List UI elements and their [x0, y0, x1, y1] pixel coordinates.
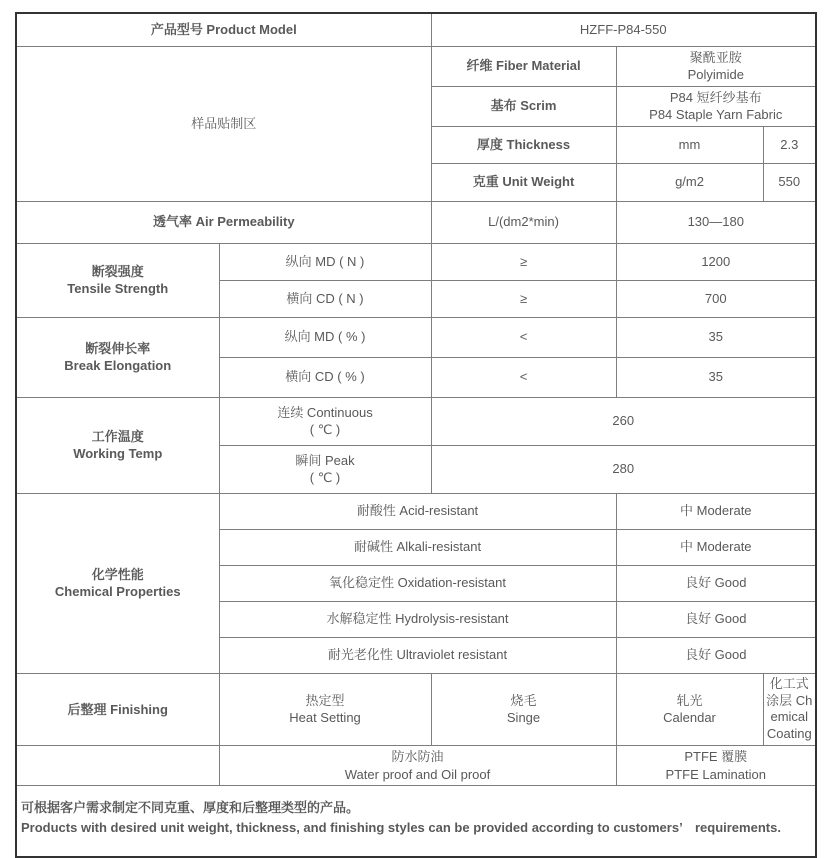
lamination-en: PTFE Lamination: [665, 766, 766, 782]
chemical-row-value: 良好 Good: [616, 565, 816, 601]
chemical-row-name: 耐酸性 Acid-resistant: [219, 493, 616, 529]
chemical-row-name: 水解稳定性 Hydrolysis-resistant: [219, 601, 616, 637]
thickness-unit: mm: [616, 126, 763, 163]
peak-name: 瞬间 Peak: [295, 452, 355, 468]
chemical-row-name: 耐碱性 Alkali-resistant: [219, 529, 616, 565]
elongation-cd-value: 35: [616, 357, 816, 397]
footer-note-en: Products with desired unit weight, thickness, and finishing styles can be provided according to customers’ requirements.: [21, 820, 781, 836]
chemical-row-value: 良好 Good: [616, 601, 816, 637]
working-temp-label: [16, 397, 219, 493]
working-temp-peak-name: [219, 445, 431, 493]
continuous-name: 连续 Continuous: [277, 404, 373, 420]
footer-note: [16, 786, 816, 857]
spec-sheet: [15, 12, 817, 858]
chemical-row-value: 良好 Good: [616, 637, 816, 673]
elongation-md-name: 纵向 MD ( % ): [219, 317, 431, 357]
product-model-value: HZFF-P84-550: [431, 13, 816, 46]
fiber-material-value-zh: 聚酰亚胺: [689, 49, 742, 65]
continuous-unit: ( ℃ ): [309, 422, 341, 438]
peak-unit: ( ℃ ): [309, 470, 341, 486]
product-spec-table: [15, 12, 817, 858]
working-temp-continuous-name: [219, 397, 431, 445]
working-temp-peak-value: 280: [431, 445, 816, 493]
unit-weight-value: 550: [763, 163, 816, 201]
break-elongation-label: [16, 317, 219, 397]
thickness-value: 2.3: [763, 126, 816, 163]
elongation-cd-operator: <: [431, 357, 616, 397]
elongation-cd-name: 横向 CD ( % ): [219, 357, 431, 397]
lamination-zh: PTFE 覆膜: [684, 749, 748, 765]
finishing-empty-cell: [16, 746, 219, 786]
finishing-calendar: [616, 673, 763, 746]
finishing-chemical-coating: 化工式涂层 Chemical Coating: [763, 673, 816, 746]
chemical-label-zh: 化学性能: [91, 566, 144, 582]
waterproof-zh: 防水防油: [391, 749, 444, 765]
tensile-cd-name: 横向 CD ( N ): [219, 280, 431, 317]
footer-note-zh: 可根据客户需求制定不同克重、厚度和后整理类型的产品。: [21, 799, 360, 815]
working-temp-label-en: Working Temp: [73, 446, 163, 462]
calendar-en: Calendar: [663, 710, 716, 726]
tensile-md-operator: ≥: [431, 243, 616, 280]
chemical-row-value: 中 Moderate: [616, 493, 816, 529]
working-temp-label-zh: 工作温度: [91, 428, 144, 444]
fiber-material-value: [616, 46, 816, 86]
chemical-row-value: 中 Moderate: [616, 529, 816, 565]
air-permeability-value: 130—180: [616, 201, 816, 243]
scrim-value-en: P84 Staple Yarn Fabric: [649, 107, 783, 123]
product-model-label: 产品型号 Product Model: [16, 13, 431, 46]
finishing-ptfe-lamination: [616, 746, 816, 786]
air-permeability-label: 透气率 Air Permeability: [16, 201, 431, 243]
tensile-md-name: 纵向 MD ( N ): [219, 243, 431, 280]
singe-zh: 烧毛: [510, 692, 537, 708]
waterproof-en: Water proof and Oil proof: [344, 766, 491, 782]
scrim-label: 基布 Scrim: [431, 86, 616, 126]
scrim-value: [616, 86, 816, 126]
break-elongation-label-zh: 断裂伸长率: [85, 340, 151, 356]
singe-en: Singe: [506, 710, 541, 726]
finishing-waterproof: [219, 746, 616, 786]
finishing-heat-setting: [219, 673, 431, 746]
finishing-singe: [431, 673, 616, 746]
chemical-properties-label: [16, 493, 219, 673]
finishing-label: 后整理 Finishing: [16, 673, 219, 746]
tensile-strength-label-en: Tensile Strength: [67, 281, 169, 297]
heat-setting-en: Heat Setting: [289, 710, 361, 726]
chemical-row-name: 耐光老化性 Ultraviolet resistant: [219, 637, 616, 673]
working-temp-continuous-value: 260: [431, 397, 816, 445]
tensile-cd-operator: ≥: [431, 280, 616, 317]
thickness-label: 厚度 Thickness: [431, 126, 616, 163]
chemical-row-name: 氧化稳定性 Oxidation-resistant: [219, 565, 616, 601]
fiber-material-label: 纤维 Fiber Material: [431, 46, 616, 86]
unit-weight-unit: g/m2: [616, 163, 763, 201]
break-elongation-label-en: Break Elongation: [64, 358, 172, 374]
calendar-zh: 轧光: [676, 692, 703, 708]
tensile-strength-label-zh: 断裂强度: [91, 263, 144, 279]
elongation-md-operator: <: [431, 317, 616, 357]
sample-area-label: 样品贴制区: [16, 46, 431, 201]
tensile-strength-label: [16, 243, 219, 317]
unit-weight-label: 克重 Unit Weight: [431, 163, 616, 201]
fiber-material-value-en: Polyimide: [687, 67, 744, 83]
tensile-cd-value: 700: [616, 280, 816, 317]
heat-setting-zh: 热定型: [305, 692, 345, 708]
tensile-md-value: 1200: [616, 243, 816, 280]
elongation-md-value: 35: [616, 317, 816, 357]
scrim-value-zh: P84 短纤纱基布: [669, 89, 762, 105]
air-permeability-unit: L/(dm2*min): [431, 201, 616, 243]
chemical-label-en: Chemical Properties: [54, 584, 181, 600]
